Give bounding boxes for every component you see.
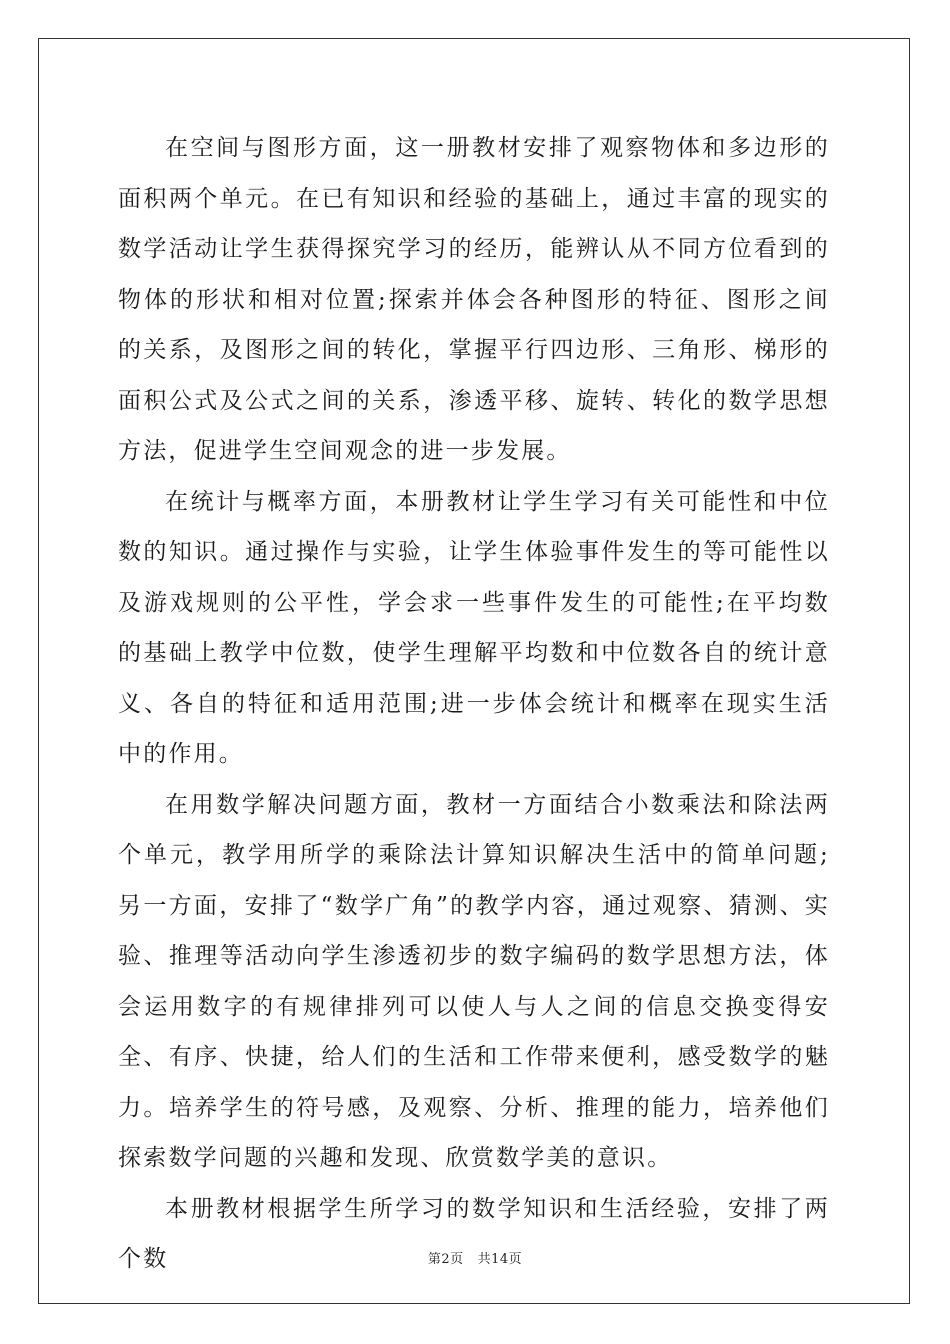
paragraph-problem-solving: 在用数学解决问题方面，教材一方面结合小数乘法和除法两个单元，教学用所学的乘除法计算知识解决生活中的简单问题;另一方面，安排了“数学广角”的教学内容，通过观察、猜测、实验、推理等活动向学生渗透初步的数字编码的数学思想方法，体会运用数字的有规律排列可以使人与人之间的信息交换变得安全、有序、快捷，给人们的生活和工作带来便利，感受数学的魅力。培养学生的符号感，及观察、分析、推理的能力，培养他们探索数学问题的兴趣和发现、欣赏数学美的意识。 [118, 791, 830, 1171]
page-number: 第2页 [427, 1252, 464, 1267]
page-footer [0, 1248, 950, 1267]
paragraph-practice-activities: 本册教材根据学生所学习的数学知识和生活经验，安排了两个数 [118, 1195, 830, 1272]
document-body [118, 123, 830, 1285]
paragraph-space-and-shapes: 在空间与图形方面，这一册教材安排了观察物体和多边形的面积两个单元。在已有知识和经验的基础上，通过丰富的现实的数学活动让学生获得探究学习的经历，能辨认从不同方位看到的物体的形状和相对位置;探索并体会各种图形的特征、图形之间的关系，及图形之间的转化，掌握平行四边形、三角形、梯形的面积公式及公式之间的关系，渗透平移、旋转、转化的数学思想方法，促进学生空间观念的进一步发展。 [118, 135, 830, 464]
page-total: 共14页 [477, 1252, 523, 1267]
paragraph-statistics-probability: 在统计与概率方面，本册教材让学生学习有关可能性和中位数的知识。通过操作与实验，让学生体验事件发生的等可能性以及游戏规则的公平性，学会求一些事件发生的可能性;在平均数的基础上教学中位数，使学生理解平均数和中位数各自的统计意义、各自的特征和适用范围;进一步体会统计和概率在现实生活中的作用。 [118, 488, 830, 767]
